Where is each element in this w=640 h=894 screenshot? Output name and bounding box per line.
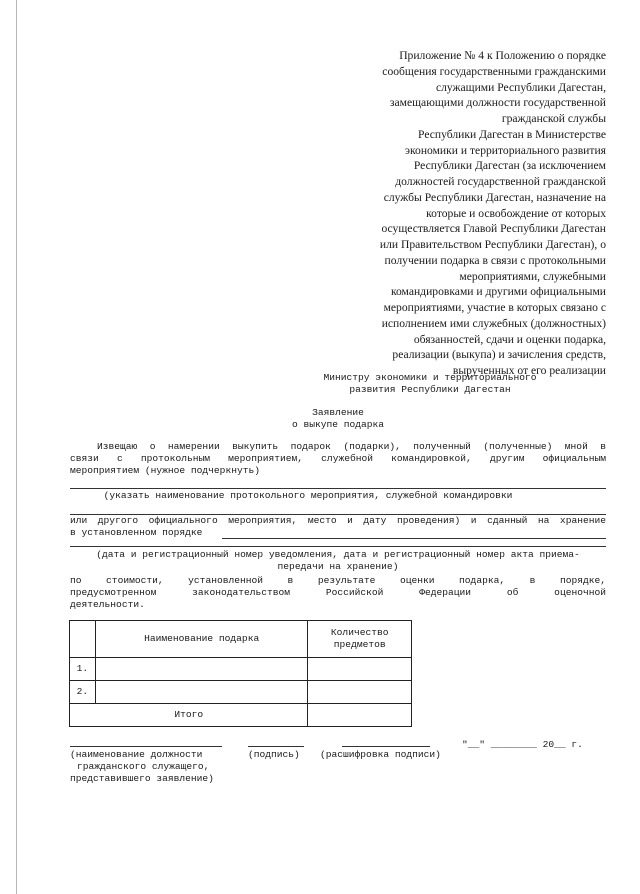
- appendix-line: или Правительством Республики Дагестан), о: [379, 238, 606, 251]
- body-paragraph-line: по стоимости, установленной в результате оценки подарка, в порядке,: [70, 575, 606, 586]
- appendix-line: сообщения государственными гражданскими: [382, 64, 606, 78]
- position-label: (наименование должности: [70, 749, 203, 760]
- appendix-line: командировками и другими официальными: [390, 285, 606, 299]
- position-label: представившего заявление): [70, 773, 214, 784]
- appendix-line: экономики и территориального развития: [405, 143, 606, 157]
- total-qty-cell[interactable]: [308, 704, 412, 727]
- gift-qty-cell[interactable]: [308, 681, 412, 704]
- appendix-line: которые и освобождение от которых: [426, 206, 606, 220]
- gift-name-cell[interactable]: [95, 658, 308, 681]
- hint-text: (дата и регистрационный номер уведомления, дата и регистрационный номер акта приема-: [96, 549, 580, 560]
- table-header-cell: [308, 621, 412, 658]
- appendix-line: Республики Дагестан (за исключением: [413, 159, 606, 173]
- appendix-line: осуществляется Главой Республики Дагестан: [381, 222, 606, 236]
- appendix-line: должностей государственной гражданской: [395, 175, 606, 188]
- appendix-line: реализации (выкупа) и зачисления средств,: [392, 348, 606, 362]
- fill-in-line[interactable]: [70, 546, 606, 547]
- hint-text: в установленном порядке: [70, 527, 203, 538]
- body-paragraph-line: предусмотренном законодательством Российской Федерации об оценочной: [70, 587, 606, 598]
- table-header-cell: [70, 621, 96, 658]
- addressee-block: [250, 372, 610, 396]
- page-binding-line: [16, 0, 17, 894]
- gift-name-cell[interactable]: [95, 681, 308, 704]
- table-row: [70, 681, 412, 704]
- appendix-header: [330, 48, 606, 379]
- table-header-cell: Наименование подарка: [95, 621, 308, 658]
- appendix-line: замещающими должности государственной: [389, 96, 606, 110]
- appendix-line: обязанностей, сдачи и оценки подарка,: [413, 332, 606, 346]
- row-number: 1.: [70, 658, 96, 681]
- row-number: 2.: [70, 681, 96, 704]
- appendix-line: службы Республики Дагестан, назначение на: [383, 190, 606, 204]
- subtitle-text: о выкупе подарка: [291, 419, 385, 430]
- title-text: Заявление: [312, 407, 364, 418]
- hint-text: или другого официального мероприятия, место и дату проведения) и сданный на хранение: [70, 515, 606, 526]
- appendix-line: гражданской службы: [501, 112, 606, 125]
- position-label: гражданского служащего,: [77, 761, 210, 772]
- appendix-line: мероприятиями, служебными: [459, 269, 606, 283]
- appendix-line: получении подарка в связи с протокольными: [384, 253, 606, 267]
- appendix-line: служащими Республики Дагестан,: [435, 80, 606, 94]
- gifts-table: [69, 620, 412, 727]
- addressee-line: Министру экономики и территориального: [323, 372, 537, 383]
- decoding-signature-line[interactable]: [342, 746, 430, 747]
- appendix-line: мероприятиями, участие в которых связано с: [383, 301, 606, 314]
- date-field[interactable]: "__" ________ 20__ г.: [462, 739, 583, 750]
- fill-in-line[interactable]: [222, 538, 606, 539]
- position-signature-line[interactable]: [70, 746, 222, 747]
- hint-text: передачи на хранение): [277, 561, 399, 572]
- addressee-line: развития Республики Дагестан: [349, 384, 511, 395]
- body-paragraph-line: деятельности.: [70, 599, 145, 610]
- appendix-line: Приложение № 4 к Положению о порядке: [399, 49, 606, 62]
- total-label: Итого: [70, 704, 308, 727]
- signature-line[interactable]: [248, 746, 304, 747]
- table-header-row: [70, 621, 412, 658]
- signature-label: (подпись): [248, 749, 300, 760]
- appendix-line: исполнением ими служебных (должностных): [381, 316, 606, 330]
- fill-in-line[interactable]: [70, 488, 606, 489]
- body-paragraph-line: мероприятием (нужное подчеркнуть): [70, 465, 260, 476]
- gift-qty-cell[interactable]: [308, 658, 412, 681]
- appendix-line: Республики Дагестан в Министерстве: [418, 127, 606, 141]
- decoding-label: (расшифровка подписи): [320, 749, 441, 760]
- application-title: [238, 407, 438, 431]
- appendix-line: вырученных от его реализации: [452, 364, 606, 377]
- body-paragraph-line: связи с протокольным мероприятием, служебной командировкой, другим официальным: [70, 453, 606, 464]
- table-row: [70, 658, 412, 681]
- qty-header-line: предметов: [333, 639, 386, 650]
- qty-header-line: Количество: [330, 627, 389, 638]
- body-paragraph-line: Извещаю о намерении выкупить подарок (подарки), полученный (полученные) мной в: [97, 441, 606, 452]
- table-total-row: [70, 704, 412, 727]
- hint-text: (указать наименование протокольного мероприятия, служебной командировки: [103, 490, 513, 501]
